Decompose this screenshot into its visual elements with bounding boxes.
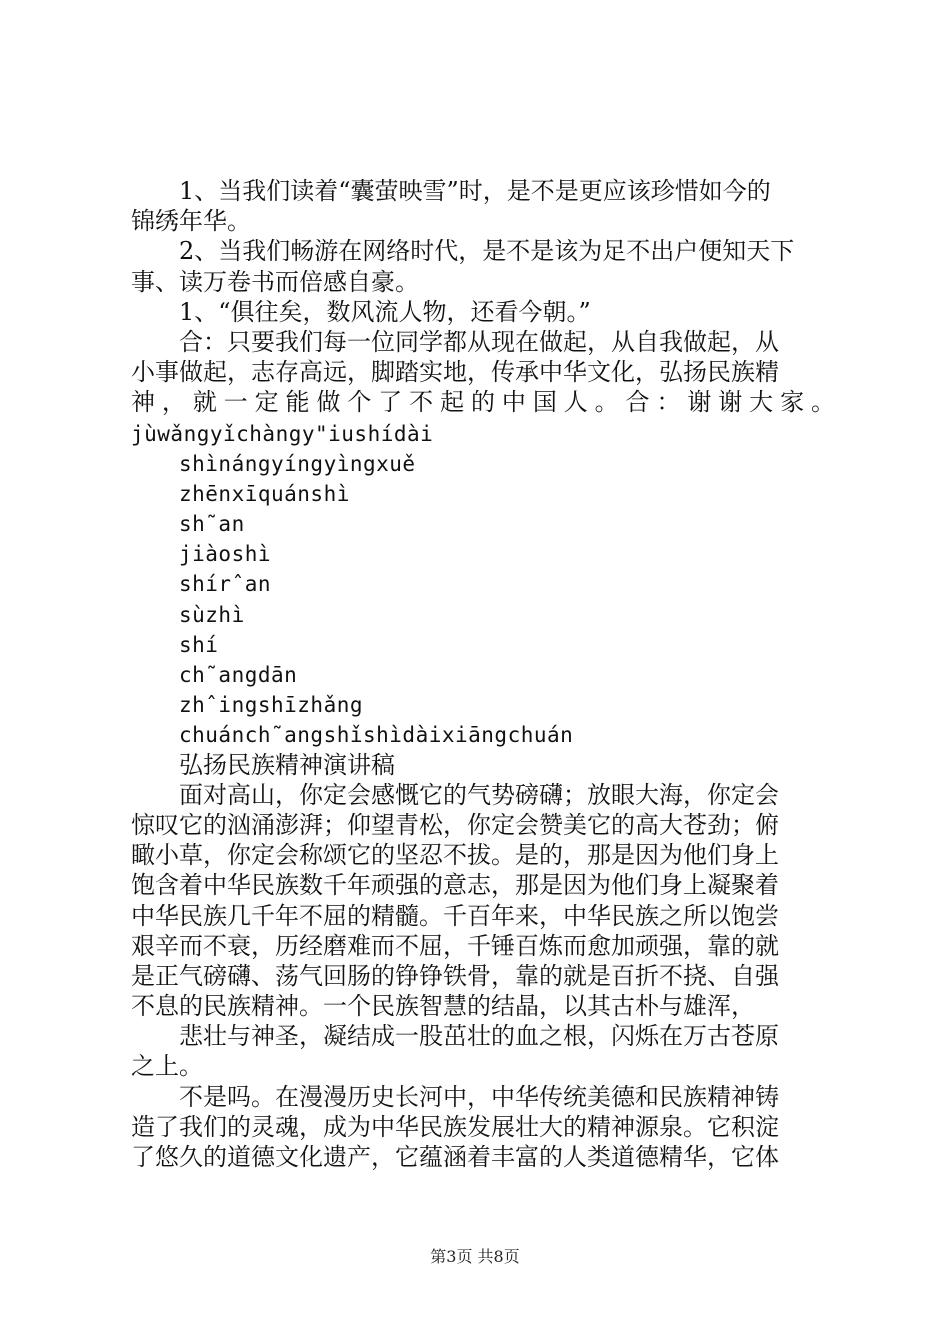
line-text: 神，就一定能做个了不起的中国人。合：谢谢大家。 (131, 388, 835, 417)
pinyin-line (131, 659, 835, 689)
pinyin-line (131, 478, 835, 508)
pinyin-line (131, 689, 835, 719)
line-text: 悲壮与神圣，凝结成一股茁壮的血之根，闪烁在万古苍原 (179, 1022, 779, 1051)
line-text: 之上。 (131, 1052, 203, 1081)
text-line (131, 297, 835, 327)
text-line (131, 961, 835, 991)
text-line (131, 991, 835, 1021)
line-text: sh˜an (179, 512, 245, 537)
line-text: jùwǎngyǐchàngy"iushídài (131, 421, 434, 446)
line-text: 瞰小草，你定会称颂它的坚忍不拔。是的，那是因为他们身上 (131, 841, 779, 870)
pinyin-line (131, 719, 835, 749)
pinyin-line (131, 568, 835, 598)
text-line (131, 236, 835, 266)
text-line (131, 327, 835, 357)
line-text: 事、读万卷书而倍感自豪。 (131, 267, 419, 296)
text-line (131, 267, 835, 297)
line-text: 饱含着中华民族数千年顽强的意志，那是因为他们身上凝聚着 (131, 871, 779, 900)
page-footer (0, 1244, 950, 1267)
text-line (131, 206, 835, 236)
line-text: zhēnxīquánshì (179, 481, 350, 506)
text-line (131, 357, 835, 387)
line-text: jiàoshì (179, 542, 272, 567)
line-text: 弘扬民族精神演讲稿 (179, 750, 395, 779)
line-text: 造了我们的灵魂，成为中华民族发展壮大的精神源泉。它积淀 (131, 1112, 779, 1141)
text-line (131, 1112, 835, 1142)
line-text: 了悠久的道德文化遗产，它蕴涵着丰富的人类道德精华，它体 (131, 1143, 779, 1171)
line-text: 艰辛而不衰，历经磨难而不屈，千锤百炼而愈加顽强，靠的就 (131, 931, 779, 960)
line-text: 不息的民族精神。一个民族智慧的结晶，以其古朴与雄浑， (131, 992, 755, 1021)
text-line (131, 870, 835, 900)
text-line (131, 750, 835, 780)
line-text: 1、“俱往矣，数风流人物，还看今朝。” (179, 297, 591, 326)
pinyin-line (131, 538, 835, 568)
line-text: chuánch˜angshǐshìdàixiāngchuán (179, 723, 574, 748)
text-line (131, 387, 835, 417)
line-text: ch˜angdān (179, 663, 298, 687)
line-text: 合：只要我们每一位同学都从现在做起，从自我做起，从 (179, 327, 779, 356)
line-text: 面对高山，你定会感慨它的气势磅礴；放眼大海，你定会 (179, 780, 779, 809)
line-text: 锦绣年华。 (131, 207, 251, 236)
text-line (131, 810, 835, 840)
text-line (131, 780, 835, 810)
line-text: 是正气磅礴、荡气回肠的铮铮铁骨，靠的就是百折不挠、自强 (131, 961, 779, 990)
line-text: 1、当我们读着“囊萤映雪”时，是不是更应该珍惜如今的 (179, 177, 771, 205)
line-text: 小事做起，志存高远，脚踏实地，传承中华文化，弘扬民族精 (131, 358, 779, 387)
line-text: zhˆingshīzhǎng (179, 693, 364, 718)
pinyin-line (131, 508, 835, 538)
pinyin-line (131, 448, 835, 478)
text-line (131, 1142, 835, 1172)
pinyin-line (131, 418, 835, 448)
text-line (131, 176, 835, 206)
line-text: sùzhì (179, 602, 245, 627)
text-line (131, 840, 835, 870)
pinyin-line (131, 599, 835, 629)
pinyin-line (131, 629, 835, 659)
text-line (131, 1051, 835, 1081)
line-text: 不是吗。在漫漫历史长河中，中华传统美德和民族精神铸 (179, 1082, 779, 1111)
line-text: shírˆan (179, 572, 272, 597)
text-line (131, 901, 835, 931)
line-text: 惊叹它的汹涌澎湃；仰望青松，你定会赞美它的高大苍劲；俯 (131, 810, 779, 839)
line-text: shí (179, 632, 219, 657)
page-number: 第3页 共8页 (430, 1247, 520, 1266)
document-body (131, 176, 835, 1172)
line-text: 2、当我们畅游在网络时代，是不是该为足不出户便知天下 (179, 237, 795, 266)
text-line (131, 931, 835, 961)
line-text: 中华民族几千年不屈的精髓。千百年来，中华民族之所以饱尝 (131, 901, 779, 930)
text-line (131, 1021, 835, 1051)
line-text: shìnángyíngyìngxuě (179, 451, 416, 476)
text-line (131, 1082, 835, 1112)
